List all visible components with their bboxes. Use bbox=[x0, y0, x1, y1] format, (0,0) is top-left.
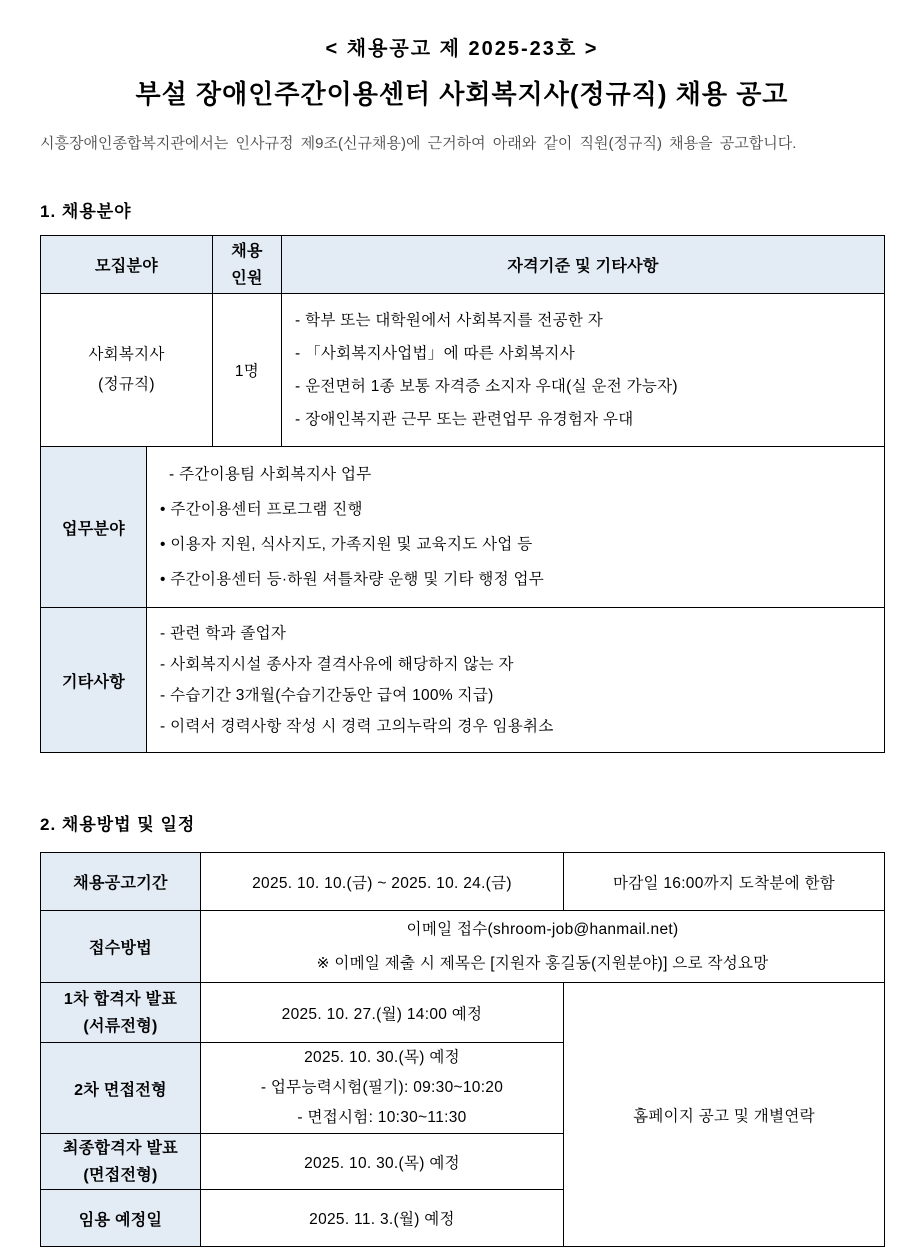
final-pass-label-line2: (면접전형) bbox=[83, 1166, 158, 1184]
period-label-cell: 채용공고기간 bbox=[41, 853, 201, 911]
final-pass-value-cell: 2025. 10. 30.(목) 예정 bbox=[201, 1134, 564, 1190]
interview-value-cell bbox=[201, 1043, 564, 1134]
appointment-label-cell: 임용 예정일 bbox=[41, 1190, 201, 1247]
etc-line: - 수습기간 3개월(수습기간동안 급여 100% 지급) bbox=[160, 687, 494, 704]
method-email-line: 이메일 접수(shroom-job@hanmail.net) bbox=[406, 920, 679, 938]
duty-line: • 주간이용센터 프로그램 진행 bbox=[160, 501, 363, 518]
interview-line: 2025. 10. 30.(목) 예정 bbox=[304, 1049, 460, 1066]
duty-line: • 이용자 지원, 식사지도, 가족지원 및 교육지도 사업 등 bbox=[160, 536, 533, 553]
period-value-cell: 2025. 10. 10.(금) ~ 2025. 10. 24.(금) bbox=[201, 853, 564, 911]
final-pass-label-line1: 최종합격자 발표 bbox=[62, 1139, 179, 1157]
notice-cell: 홈페이지 공고 및 개별연락 bbox=[564, 983, 885, 1247]
first-pass-label-line1: 1차 합격자 발표 bbox=[63, 990, 178, 1008]
position-name-cell bbox=[41, 294, 213, 447]
etc-line: - 사회복지시설 종사자 결격사유에 해당하지 않는 자 bbox=[160, 656, 514, 673]
method-subject-line: ※ 이메일 제출 시 제목은 [지원자 홍길동(지원분야)] 으로 작성요망 bbox=[316, 954, 769, 972]
position-name-line2: (정규직) bbox=[98, 376, 155, 393]
etc-content-cell bbox=[147, 608, 885, 753]
qualification-line: - 운전면허 1종 보통 자격증 소지자 우대(실 운전 가능자) bbox=[295, 378, 678, 395]
recruitment-field-table bbox=[40, 235, 885, 753]
intro-paragraph: 시흥장애인종합복지관에서는 인사규정 제9조(신규채용)에 근거하여 아래와 같이 직원(정규직) 채용을 공고합니다. bbox=[40, 135, 797, 152]
period-note-cell: 마감일 16:00까지 도착분에 한함 bbox=[564, 853, 885, 911]
position-name-line1: 사회복지사 bbox=[88, 346, 165, 363]
duty-label-cell: 업무분야 bbox=[41, 447, 147, 608]
header-count-line1: 채용 bbox=[231, 242, 263, 260]
duty-line: • 주간이용센터 등·하원 셔틀차량 운행 및 기타 행정 업무 bbox=[160, 571, 545, 588]
qualification-line: - 학부 또는 대학원에서 사회복지를 전공한 자 bbox=[295, 312, 604, 329]
duty-content-cell bbox=[147, 447, 885, 608]
first-pass-value-cell: 2025. 10. 27.(월) 14:00 예정 bbox=[201, 983, 564, 1043]
method-content-cell bbox=[201, 911, 885, 983]
qualification-line: - 장애인복지관 근무 또는 관련업무 유경험자 우대 bbox=[295, 411, 634, 428]
schedule-table bbox=[40, 852, 885, 1247]
position-qualifications-cell bbox=[282, 294, 885, 447]
table-header-row bbox=[41, 236, 885, 294]
position-count-cell: 1명 bbox=[213, 294, 282, 447]
header-count-line2: 인원 bbox=[231, 269, 263, 287]
position-row bbox=[41, 294, 885, 447]
first-pass-label-line2: (서류전형) bbox=[83, 1017, 158, 1035]
final-pass-label-cell bbox=[41, 1134, 201, 1190]
method-label-cell: 접수방법 bbox=[41, 911, 201, 983]
interview-line: - 면접시험: 10:30~11:30 bbox=[297, 1109, 467, 1126]
first-pass-row bbox=[41, 983, 885, 1043]
etc-line: - 이력서 경력사항 작성 시 경력 고의누락의 경우 임용취소 bbox=[160, 718, 554, 735]
section1-heading: 1. 채용분야 bbox=[40, 202, 132, 221]
duty-row bbox=[41, 447, 885, 608]
qualification-line: - 「사회복지사업법」에 따른 사회복지사 bbox=[295, 345, 575, 362]
header-qualification-cell: 자격기준 및 기타사항 bbox=[282, 236, 885, 294]
interview-line: - 업무능력시험(필기): 09:30~10:20 bbox=[260, 1079, 504, 1096]
section2-heading: 2. 채용방법 및 일정 bbox=[40, 815, 196, 834]
page-title: 부설 장애인주간이용센터 사회복지사(정규직) 채용 공고 bbox=[135, 79, 789, 109]
interview-label-cell: 2차 면접전형 bbox=[41, 1043, 201, 1134]
header-field-cell: 모집분야 bbox=[41, 236, 213, 294]
period-row bbox=[41, 853, 885, 911]
etc-label-cell: 기타사항 bbox=[41, 608, 147, 753]
first-pass-label-cell bbox=[41, 983, 201, 1043]
duty-line: - 주간이용팀 사회복지사 업무 bbox=[169, 466, 372, 483]
header-count-cell bbox=[213, 236, 282, 294]
method-row bbox=[41, 911, 885, 983]
etc-line: - 관련 학과 졸업자 bbox=[160, 625, 287, 642]
etc-row bbox=[41, 608, 885, 753]
doc-number: < 채용공고 제 2025-23호 > bbox=[325, 38, 599, 60]
appointment-value-cell: 2025. 11. 3.(월) 예정 bbox=[201, 1190, 564, 1247]
